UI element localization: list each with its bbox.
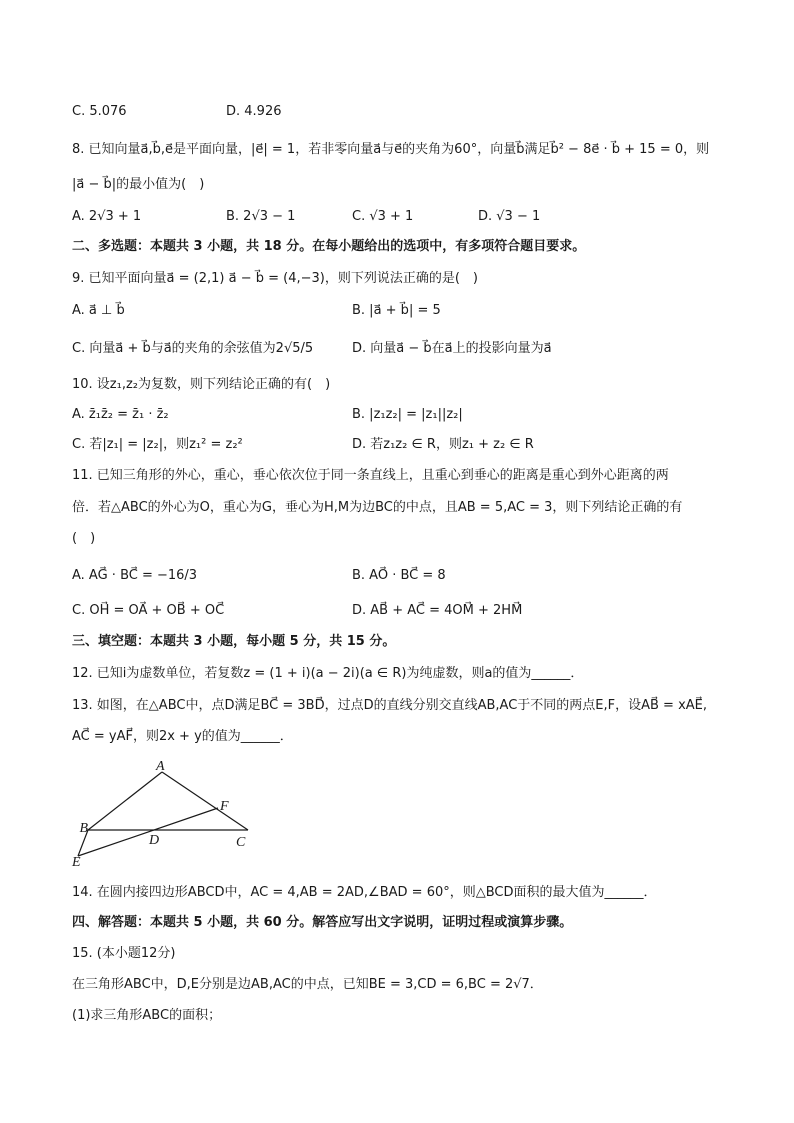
q9-option-d: D. 向量a⃗ − b⃗在a⃗上的投影向量为a⃗ (352, 341, 552, 356)
q9-stem: 9. 已知平面向量a⃗ = (2,1) a⃗ − b⃗ = (4,−3)，则下列说法正确的是( ) (72, 271, 478, 286)
q14-stem: 14. 在圆内接四边形ABCD中，AC = 4,AB = 2AD,∠BAD = 60°，则△BCD面积的最大值为______． (72, 885, 657, 900)
q8-option-a: A. 2√3 + 1 (72, 209, 142, 224)
q10-option-c: C. 若|z₁| = |z₂|，则z₁² = z₂² (72, 437, 243, 452)
q8-stem-line1: 8. 已知向量a⃗,b⃗,e⃗是平面向量，|e⃗| = 1，若非零向量a⃗与e⃗的夹角为60°，向量b⃗满足b⃗² − 8e⃗ · b⃗ + 15 = 0，则 (72, 142, 710, 157)
section-2-heading: 二、多选题：本题共 3 小题，共 18 分。在每小题给出的选项中，有多项符合题目要求。 (72, 239, 586, 254)
label-b: B (79, 821, 88, 836)
q13-stem-line2: AC⃗ = yAF⃗，则2x + y的值为______． (72, 729, 293, 744)
section-4-heading: 四、解答题：本题共 5 小题，共 60 分。解答应写出文字说明，证明过程或演算步骤。 (72, 915, 573, 930)
q8-option-b: B. 2√3 − 1 (226, 209, 296, 224)
q11-option-b: B. AO⃗ · BC⃗ = 8 (352, 568, 446, 583)
q13-stem-line1: 13. 如图，在△ABC中，点D满足BC⃗ = 3BD⃗，过点D的直线分别交直线AB,AC于不同的两点E,F，设AB⃗ = xAE⃗, (72, 698, 708, 713)
q12-stem: 12. 已知i为虚数单位，若复数z = (1 + i)(a − 2i)(a ∈ R)为纯虚数，则a的值为______． (72, 666, 584, 681)
q11-option-c: C. OH⃗ = OA⃗ + OB⃗ + OC⃗ (72, 603, 225, 618)
q11-stem-line2: 倍．若△ABC的外心为O，重心为G，垂心为H,M为边BC的中点，且AB = 5,AC = 3，则下列结论正确的有 (72, 500, 683, 515)
q11-stem-line3: ( ) (72, 531, 96, 546)
q11-stem-line1: 11. 已知三角形的外心，重心，垂心依次位于同一条直线上，且重心到垂心的距离是重心到外心距离的两 (72, 468, 669, 483)
label-e: E (72, 855, 81, 870)
label-a: A (156, 759, 165, 774)
q10-option-d: D. 若z₁z₂ ∈ R，则z₁ + z₂ ∈ R (352, 437, 534, 452)
q10-stem: 10. 设z₁,z₂为复数，则下列结论正确的有( ) (72, 377, 331, 392)
segment-ef (78, 808, 218, 856)
label-d: D (149, 833, 160, 848)
q9-option-c: C. 向量a⃗ + b⃗与a⃗的夹角的余弦值为2√5/5 (72, 341, 314, 356)
q15-heading: 15. (本小题12分) (72, 946, 176, 961)
section-3-heading: 三、填空题：本题共 3 小题，每小题 5 分，共 15 分。 (72, 634, 396, 649)
q7-option-c: C. 5.076 (72, 104, 127, 119)
q15-part-1: (1)求三角形ABC的面积； (72, 1008, 222, 1023)
q7-option-d: D. 4.926 (226, 104, 282, 119)
q10-option-b: B. |z₁z₂| = |z₁||z₂| (352, 407, 463, 422)
label-f: F (220, 799, 229, 814)
segment-ab (88, 772, 162, 830)
q8-stem-line2: |a⃗ − b⃗|的最小值为( ) (72, 177, 205, 192)
segment-ac (162, 772, 248, 830)
label-c: C (236, 835, 246, 850)
q8-option-d: D. √3 − 1 (478, 209, 541, 224)
q15-stem: 在三角形ABC中，D,E分别是边AB,AC的中点，已知BE = 3,CD = 6,BC = 2√7． (72, 977, 543, 992)
q11-option-d: D. AB⃗ + AC⃗ = 4OM⃗ + 2HM⃗ (352, 603, 523, 618)
q11-option-a: A. AG⃗ · BC⃗ = −16/3 (72, 568, 198, 583)
q9-option-b: B. |a⃗ + b⃗| = 5 (352, 303, 441, 318)
q10-option-a: A. z̄₁z̄₂ = z̄₁ · z̄₂ (72, 407, 169, 422)
q8-option-c: C. √3 + 1 (352, 209, 414, 224)
q9-option-a: A. a⃗ ⊥ b⃗ (72, 303, 125, 318)
triangle-figure (70, 758, 260, 870)
